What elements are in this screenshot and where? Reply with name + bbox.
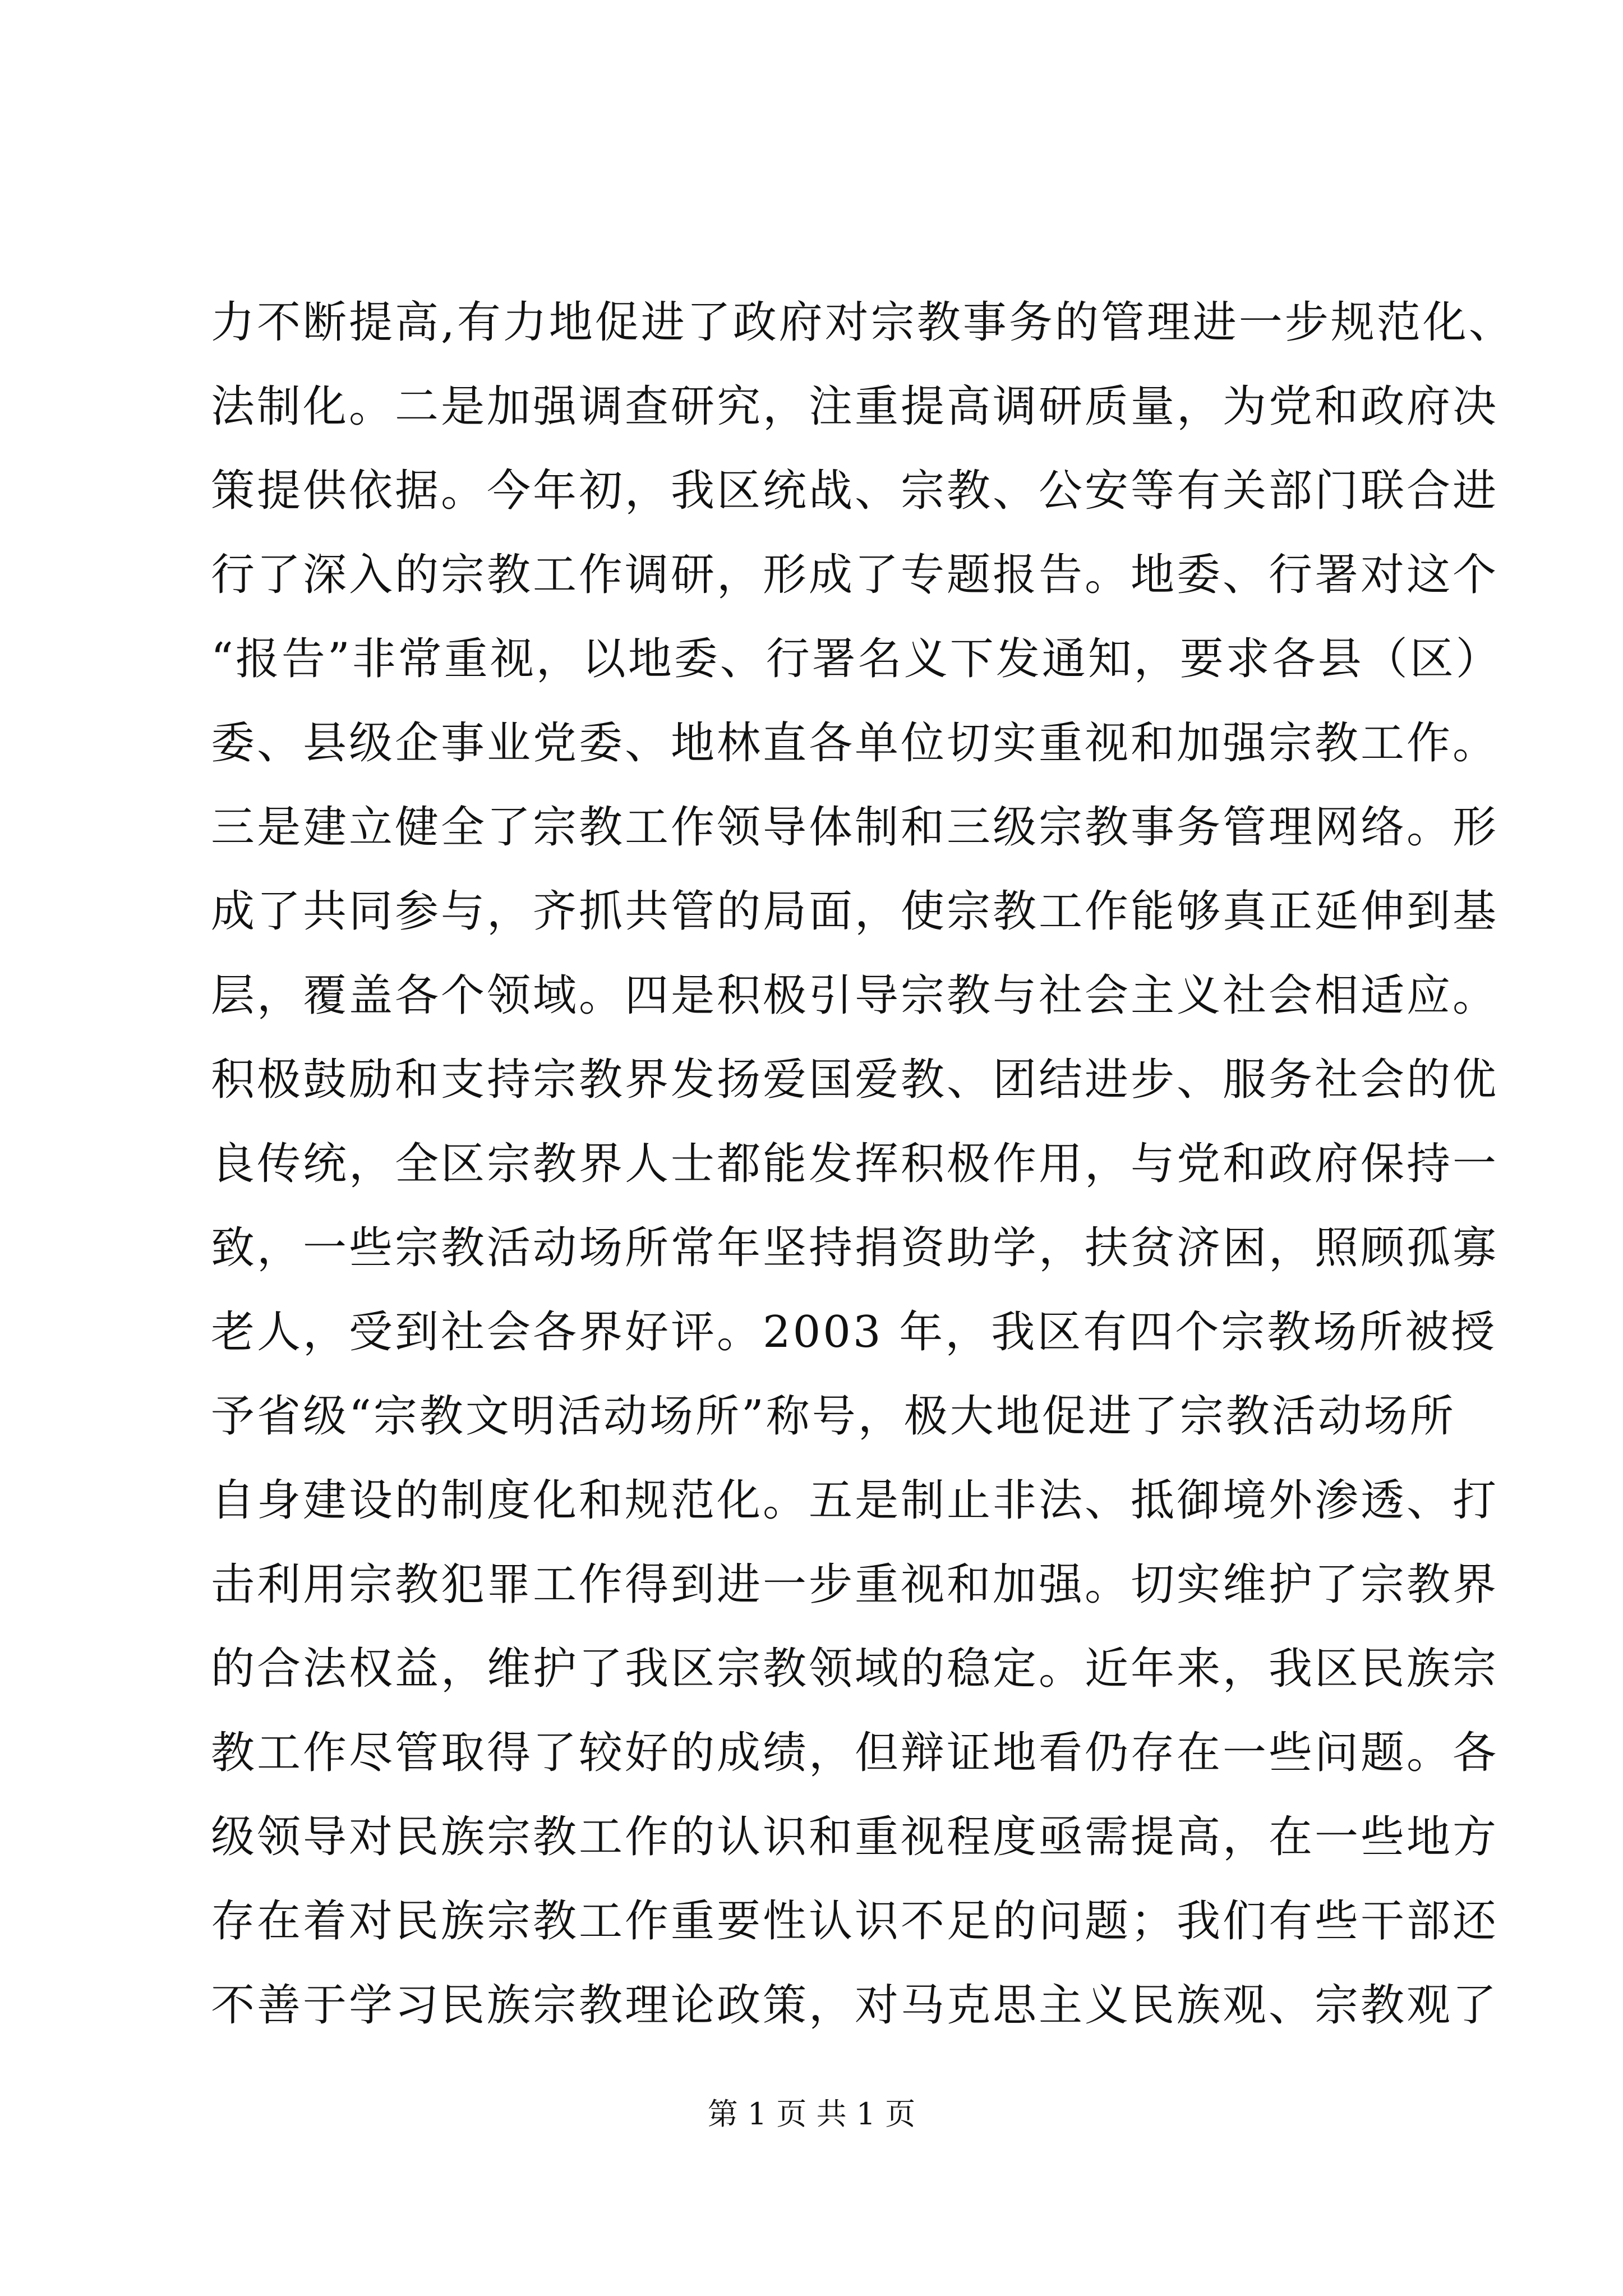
text-line: 级领导对民族宗教工作的认识和重视程度亟需提高，在一些地方: [211, 1812, 1499, 1862]
body-text: [211, 280, 1515, 2047]
text-line: 法制化。二是加强调查研究，注重提高调研质量，为党和政府决: [211, 381, 1499, 432]
text-line: 良传统，全区宗教界人士都能发挥积极作用，与党和政府保持一: [211, 1139, 1499, 1189]
text-line: 成了共同参与，齐抓共管的局面，使宗教工作能够真正延伸到基: [211, 886, 1499, 937]
page-footer: [0, 2095, 1623, 2134]
text-line: 委、县级企事业党委、地林直各单位切实重视和加强宗教工作。: [211, 718, 1499, 769]
text-line: 致，一些宗教活动场所常年坚持捐资助学，扶贫济困，照顾孤寡: [211, 1223, 1499, 1273]
text-line: 的合法权益，维护了我区宗教领域的稳定。近年来，我区民族宗: [211, 1644, 1499, 1694]
text-line: 老人，受到社会各界好评。2003 年，我区有四个宗教场所被授: [211, 1307, 1497, 1358]
text-line: 击利用宗教犯罪工作得到进一步重视和加强。切实维护了宗教界: [211, 1559, 1499, 1610]
text-line: 自身建设的制度化和规范化。五是制止非法、抵御境外渗透、打: [211, 1475, 1499, 1526]
text-line: 积极鼓励和支持宗教界发扬爱国爱教、团结进步、服务社会的优: [211, 1055, 1499, 1105]
text-line: 行了深入的宗教工作调研，形成了专题报告。地委、行署对这个: [211, 550, 1499, 600]
text-line: 策提供依据。今年初，我区统战、宗教、公安等有关部门联合进: [211, 466, 1499, 516]
text-line: 三是建立健全了宗教工作领导体制和三级宗教事务管理网络。形: [211, 802, 1499, 853]
text-line: 教工作尽管取得了较好的成绩，但辩证地看仍存在一些问题。各: [211, 1728, 1499, 1778]
text-line: 不善于学习民族宗教理论政策，对马克思主义民族观、宗教观了: [211, 1980, 1499, 2031]
text-line: 力不断提高,有力地促进了政府对宗教事务的管理进一步规范化、: [211, 297, 1515, 348]
text-line: “报告”非常重视，以地委、行署名义下发通知，要求各县（区）: [211, 634, 1502, 684]
text-line: 存在着对民族宗教工作重要性认识不足的问题；我们有些干部还: [211, 1896, 1499, 1947]
text-line: 层，覆盖各个领域。四是积极引导宗教与社会主义社会相适应。: [211, 970, 1499, 1021]
page-number-label: 第 1 页 共 1 页: [707, 2096, 916, 2132]
text-line: 予省级“宗教文明活动场所”称号，极大地促进了宗教活动场所: [211, 1391, 1456, 1442]
